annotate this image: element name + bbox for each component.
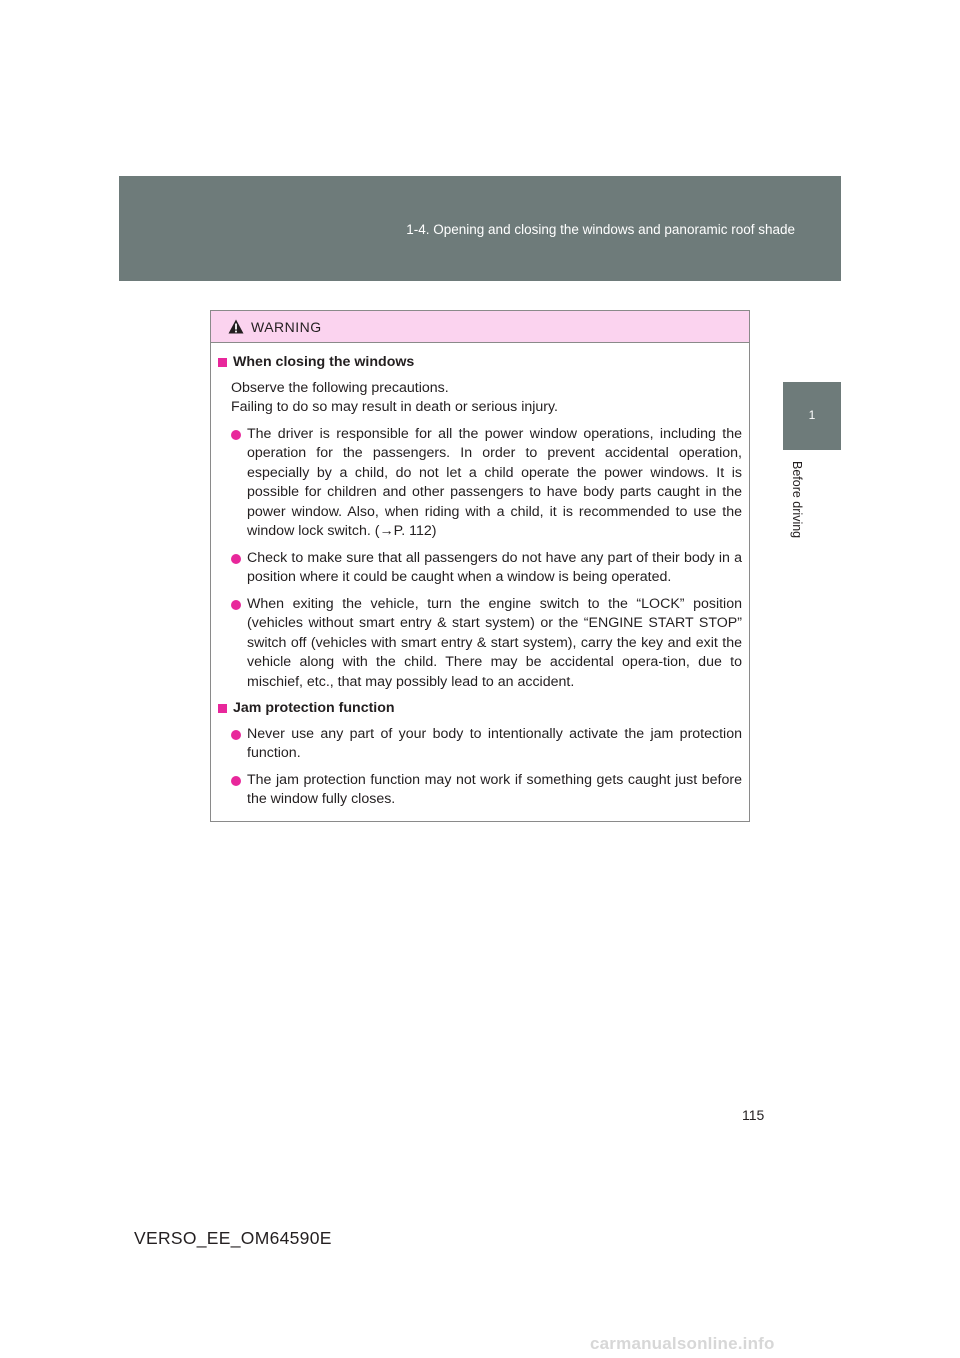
bullet-item: [218, 595, 742, 693]
section-heading: [218, 353, 742, 373]
bullet-text: The jam protection function may not work if something gets caught just before the window fully closes.: [247, 771, 742, 807]
round-bullet-icon: [231, 776, 241, 786]
page-number: 115: [742, 1107, 765, 1123]
section-title: 1-4. Opening and closing the windows and panoramic roof shade: [406, 222, 795, 237]
section-intro: [218, 379, 742, 418]
bullet-text: When exiting the vehicle, turn the engine switch to the “LOCK” position (vehicles without smart entry & start system) or the “ENGINE START STOP” switch off (vehicles with smart entry & start system), carry the key and exit the vehicle along with the child. There may be accidental opera-tion, due to mischief, etc., that may possibly lead to an accident.: [247, 595, 742, 690]
bullet-text: Never use any part of your body to intentionally activate the jam protection function.: [247, 725, 742, 761]
bullet-text: The driver is responsible for all the power window operations, including the operation for the passengers. In order to prevent accidental operation, especially by a child, do not let a child operate the power windows. It is possible for children and other passengers to have body parts caught in the power window. Also, when riding with a child, it is recommended to use the window lock switch. (→P. 112): [247, 425, 742, 539]
round-bullet-icon: [231, 600, 241, 610]
chapter-number: 1: [808, 408, 816, 422]
watermark: carmanualsonline.info: [590, 1334, 775, 1353]
bullet-item: [218, 725, 742, 764]
header-band: [119, 176, 841, 281]
round-bullet-icon: [231, 430, 241, 440]
warning-triangle-icon: [228, 319, 244, 334]
intro-line: Observe the following precautions.: [231, 379, 449, 396]
warning-header: [211, 311, 749, 343]
square-bullet-icon: [218, 704, 227, 713]
warning-box: [210, 310, 750, 822]
warning-body: [211, 343, 749, 810]
bullet-text: Check to make sure that all passengers do not have any part of their body in a position where it could be caught when a window is being operated.: [247, 549, 742, 585]
bullet-item: [218, 549, 742, 588]
section-heading-text: Jam protection function: [233, 700, 395, 716]
round-bullet-icon: [231, 730, 241, 740]
bullet-item: [218, 771, 742, 810]
square-bullet-icon: [218, 358, 227, 367]
section-heading: [218, 699, 742, 719]
bullet-item: [218, 425, 742, 542]
chapter-tab: [783, 382, 841, 450]
intro-line: Failing to do so may result in death or serious injury.: [231, 399, 558, 415]
document-code: VERSO_EE_OM64590E: [134, 1228, 332, 1248]
warning-title: WARNING: [251, 318, 322, 335]
chapter-label: Before driving: [790, 461, 804, 539]
round-bullet-icon: [231, 554, 241, 564]
section-heading-text: When closing the windows: [233, 354, 415, 370]
